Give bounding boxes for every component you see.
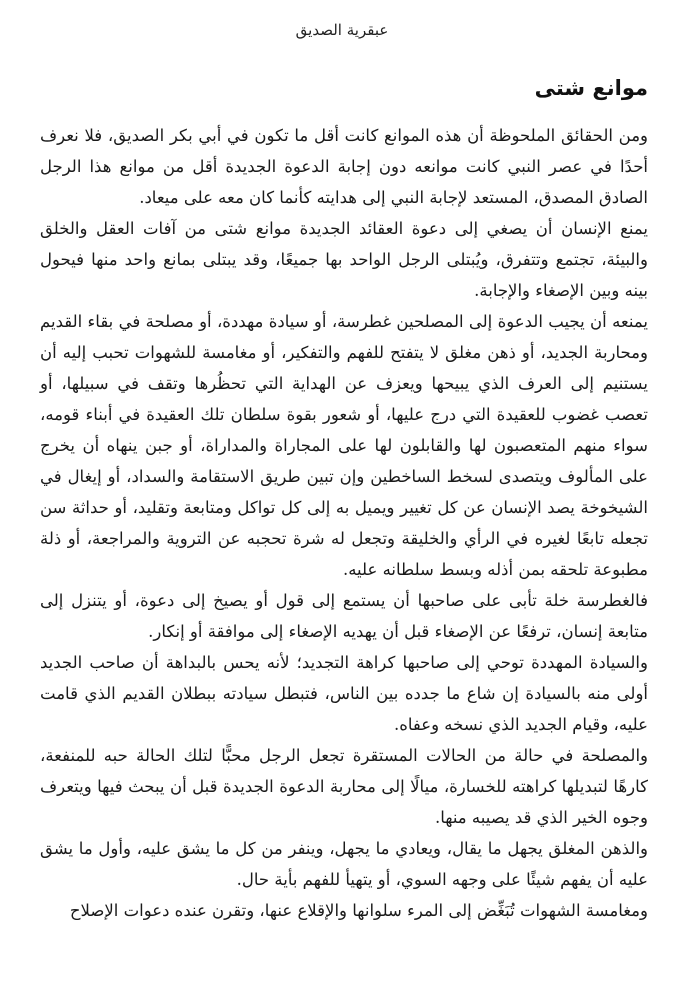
paragraph: يمنعه أن يجيب الدعوة إلى المصلحين غطرسة، أو سيادة مهددة، أو مصلحة في بقاء القديم ومحاربة الجديد، أو ذهن مغلق لا يتفتح للفهم والتفكير، أو مغامسة للشهوات تحبب إليه أن يستنيم إلى العرف الذي يبيحها ويعزف عن الهداية التي تحظُرها وتقف في سبيلها، أو تعصب غضوب للعقيدة التي درج عليها، أو شعور بقوة سلطان تلك العقيدة في أبناء قومه، سواء منهم المتعصبون لها والقابلون لها على المجاراة والمداراة، أو جبن ينهاه أن يخرج على المألوف ويتصدى لسخط الساخطين وإن تبين طريق الاستقامة والسداد، أو إيغال في الشيخوخة يصد الإنسان عن كل تغيير ويميل به إلى كل تواكل ومتابعة وتقليد، أو حداثة سن تجعله تابعًا لغيره في الرأي والخليقة وتجعل له شرة تحجبه عن التروية والمراجعة، أو ذلة مطبوعة تلحقه بمن أذله وبسط سلطانه عليه. xyxy=(40,312,648,579)
paragraph: والمصلحة في حالة من الحالات المستقرة تجعل الرجل محبًّا لتلك الحالة حبه للمنفعة، كارهًا لتبديلها كراهته للخسارة، ميالًا إلى محاربة الدعوة الجديدة قبل أن يبحث فيها ويتعرف وجوه الخير الذي قد يصيبه منها. xyxy=(40,746,648,827)
body-text xyxy=(40,120,648,926)
paragraph: ومن الحقائق الملحوظة أن هذه الموانع كانت أقل ما تكون في أبي بكر الصديق، فلا نعرف أحدًا في عصر النبي كانت موانعه دون إجابة الدعوة الجديدة أقل من موانع هذا الرجل الصادق المصدق، المستعد لإجابة النبي إلى هدايته كأنما كان معه على ميعاد. xyxy=(40,126,648,207)
paragraph: يمنع الإنسان أن يصغي إلى دعوة العقائد الجديدة موانع شتى من آفات العقل والخلق والبيئة، تجتمع وتتفرق، ويُبتلى الرجل الواحد بها جميعًا، وقد يبتلى بمانع واحد منها فيحول بينه وبين الإصغاء والإجابة. xyxy=(40,219,648,300)
paragraph: ومغامسة الشهوات تُبَغِّض إلى المرء سلوانها والإقلاع عنها، وتقرن عنده دعوات الإصلاح xyxy=(69,901,648,920)
running-header: عبقرية الصديق xyxy=(295,21,389,39)
paragraph: والذهن المغلق يجهل ما يقال، ويعادي ما يجهل، وينفر من كل ما يشق عليه، وأول ما يشق عليه أن يفهم شيئًا على وجهه السوي، أو يتهيأ للفهم بأية حال. xyxy=(40,839,648,889)
paragraph: فالغطرسة خلة تأبى على صاحبها أن يستمع إلى قول أو يصيخ إلى دعوة، أو يتنزل إلى متابعة إنسان، ترفعًا عن الإصغاء قبل أن يهديه الإصغاء إلى موافقة أو إنكار. xyxy=(40,591,648,641)
paragraph: والسيادة المهددة توحي إلى صاحبها كراهة التجديد؛ لأنه يحس بالبداهة أن صاحب الجديد أولى منه بالسيادة إن شاع ما جدده بين الناس، فتبطل سيادته ببطلان القديم الذي قامت عليه، وقيام الجديد الذي نسخه وعفاه. xyxy=(40,653,648,734)
section-title: موانع شتى xyxy=(534,76,648,100)
